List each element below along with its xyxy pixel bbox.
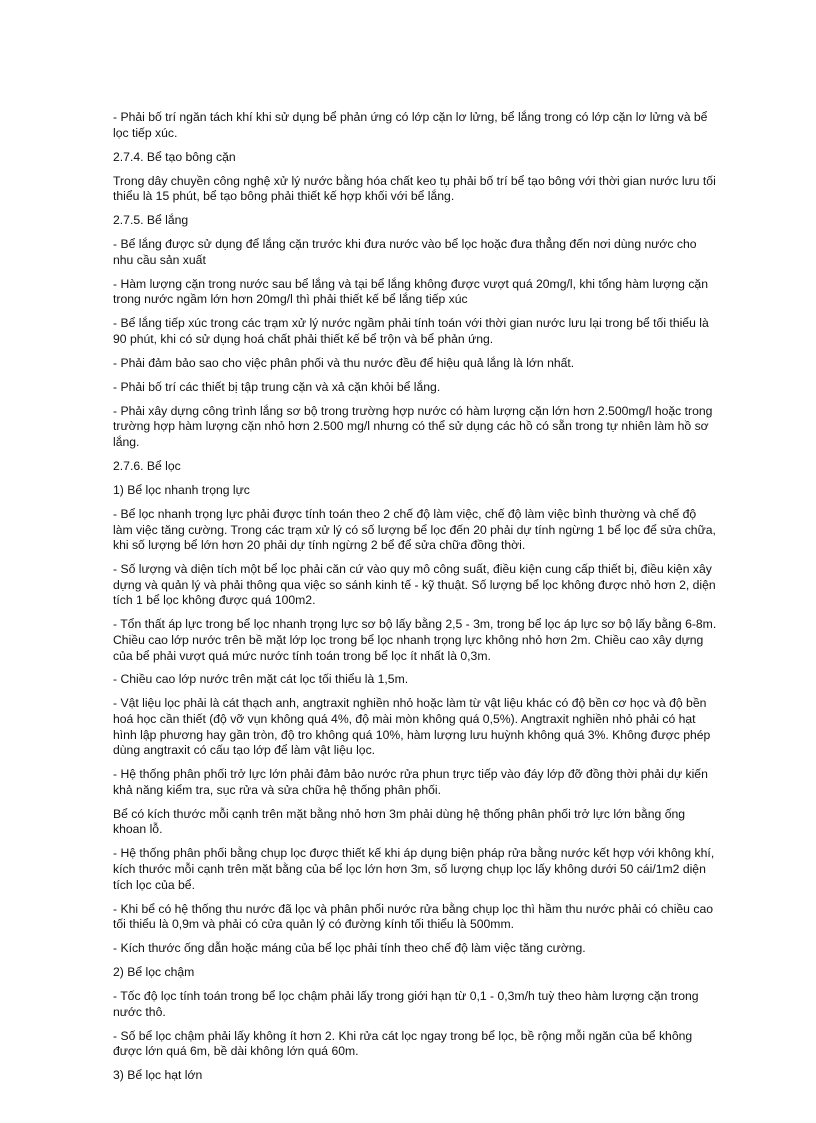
paragraph-slow-filter-count: - Số bể lọc chậm phải lấy không ít hơn 2. Khi rửa cát lọc ngay trong bể lọc, bề rộng mỗi ngăn của bể không được lớn quá 6m, bề dài không lớn quá 60m. [113,1028,693,1059]
paragraph-water-depth: - Chiều cao lớp nước trên mặt cát lọc tối thiểu là 1,5m. [113,672,409,687]
paragraph-settling-purpose: - Bể lắng được sử dụng để lắng cặn trước khi đưa nước vào bể lọc hoặc đưa thẳng đến nơi dùng nước cho nhu cầu sản xuất [113,237,697,267]
paragraph-collection-chamber: - Khi bể có hệ thống thu nước đã lọc và phân phối nước rửa bằng chụp lọc thì hầm thu nước phải có chiều cao tối thiểu là 0,9m và phải có cửa quản lý có đường kính tối thiểu là 500mm. [113,901,713,932]
paragraph-head-loss: - Tổn thất áp lực trong bể lọc nhanh trọng lực sơ bộ lấy bằng 2,5 - 3m, trong bể lọc áp lực sơ bộ lấy bằng 6-8m. Chiều cao lớp nước trên bề mặt lớp lọc trong bể lọc nhanh trọng lực không nhỏ hơn 2m. Chiều cao xây dựng của bể phải vượt quá mức nước tính toán trong bể lọc ít nhất là 0,3m. [113,617,717,663]
subheading-rapid-gravity-filter: 1) Bể lọc nhanh trọng lực [113,482,250,497]
subheading-coarse-filter: 3) Bể lọc hạt lớn [113,1068,203,1083]
paragraph-filter-media: - Vật liệu lọc phải là cát thạch anh, angtraxit nghiền nhỏ hoặc làm từ vật liệu khác có độ bền cơ học và độ bền hoá học cần thiết (độ vỡ vụn không quá 4%, độ mài mòn không quá 0,5%). Angtraxit nghiền nhỏ phải có hạt hình lập phương hay gần tròn, độ tro không quá 10%, hàm lượng lưu huỳnh không quá 3%. Không được phép dùng angtraxit có cấu tạo lớp để làm vật liệu lọc. [113,696,711,758]
paragraph-nozzle-system: - Hệ thống phân phối bằng chụp lọc được thiết kế khi áp dụng biện pháp rửa bằng nước kết hợp với không khí, kích thước mỗi cạnh trên mặt bằng của bể lọc lớn hơn 3m, số lượng chụp lọc lấy không dưới 50 cái/1m2 diện tích lọc của bể. [113,846,715,892]
heading-2-7-5: 2.7.5. Bể lắng [113,213,189,228]
paragraph-distribution: - Phải đảm bảo sao cho việc phân phối và thu nước đều để hiệu quả lắng là lớn nhất. [113,355,575,370]
paragraph-sludge-collection: - Phải bố trí các thiết bị tập trung cặn và xả cặn khỏi bể lắng. [113,379,441,394]
paragraph-slow-filter-rate: - Tốc độ lọc tính toán trong bể lọc chậm phải lấy trong giới hạn từ 0,1 - 0,3m/h tuỳ theo hàm lượng cặn trong nước thô. [113,989,699,1019]
document-page [113,110,717,1092]
heading-2-7-6: 2.7.6. Bể lọc [113,459,181,473]
heading-2-7-4: 2.7.4. Bể tạo bông cặn [113,149,236,164]
paragraph-gas-separation: - Phải bố trí ngăn tách khí khi sử dụng bể phản ứng có lớp cặn lơ lửng, bể lắng trong có lớp cặn lơ lửng và bể lọc tiếp xúc. [113,110,708,140]
paragraph-filter-modes: - Bể lọc nhanh trọng lực phải được tính toán theo 2 chế độ làm việc, chế độ làm việc bình thường và chế độ làm việc tăng cường. Trong các trạm xử lý có số lượng bể lọc đến 20 phải dự tính ngừng 1 bể lọc để sửa chữa, khi số lượng bể lớn hơn 20 phải dự tính ngừng 2 bể để sửa chữa đồng thời. [113,506,716,553]
paragraph-pipe-sizing: - Kích thước ống dẫn hoặc máng của bể lọc phải tính theo chế độ làm việc tăng cường. [113,941,586,956]
paragraph-filter-count: - Số lượng và diện tích một bể lọc phải căn cứ vào quy mô công suất, điều kiện cung cấp thiết bị, điều kiện xây dựng và quản lý và phải thông qua việc so sánh kinh tế - kỹ thuật. Số lượng bể lọc không được nhỏ hơn 2, diện tích 1 bể lọc không được quá 100m2. [113,562,716,608]
paragraph-presettling: - Phải xây dựng công trình lắng sơ bộ trong trường hợp nước có hàm lượng cặn lớn hơn 2.500mg/l hoặc trong trường hợp hàm lượng cặn nhỏ hơn 2.500 mg/l nhưng có thể sử dụng các hồ có sẵn trong tự nhiên làm hồ sơ lắng. [113,403,713,450]
paragraph-contact-settling: - Bể lắng tiếp xúc trong các trạm xử lý nước ngầm phải tính toán với thời gian nước lưu lại trong bể tối thiểu là 90 phút, khi có sử dụng hoá chất phải thiết kế bể trộn và bể phản ứng. [113,316,709,346]
paragraph-flocculation-tank: Trong dây chuyền công nghệ xử lý nước bằng hóa chất keo tụ phải bố trí bể tạo bông với thời gian nước lưu tối thiểu là 15 phút, bể tạo bông phải thiết kế hợp khối với bể lắng. [113,173,716,204]
paragraph-underdrain-system: - Hệ thống phân phối trở lực lớn phải đảm bảo nước rửa phun trực tiếp vào đáy lớp đỡ đồng thời phải dự kiến khả năng kiểm tra, sục rửa và sửa chữa hệ thống phân phối. [113,767,708,797]
paragraph-settling-turbidity: - Hàm lượng cặn trong nước sau bể lắng và tại bể lắng không được vượt quá 20mg/l, khi tổng hàm lượng cặn trong nước ngầm lớn hơn 20mg/l thì phải thiết kế bể lắng tiếp xúc [113,276,708,307]
subheading-slow-filter: 2) Bể lọc chậm [113,965,195,980]
paragraph-perforated-pipe: Bể có kích thước mỗi cạnh trên mặt bằng nhỏ hơn 3m phải dùng hệ thống phân phối trở lực lớn bằng ống khoan lỗ. [113,806,686,837]
